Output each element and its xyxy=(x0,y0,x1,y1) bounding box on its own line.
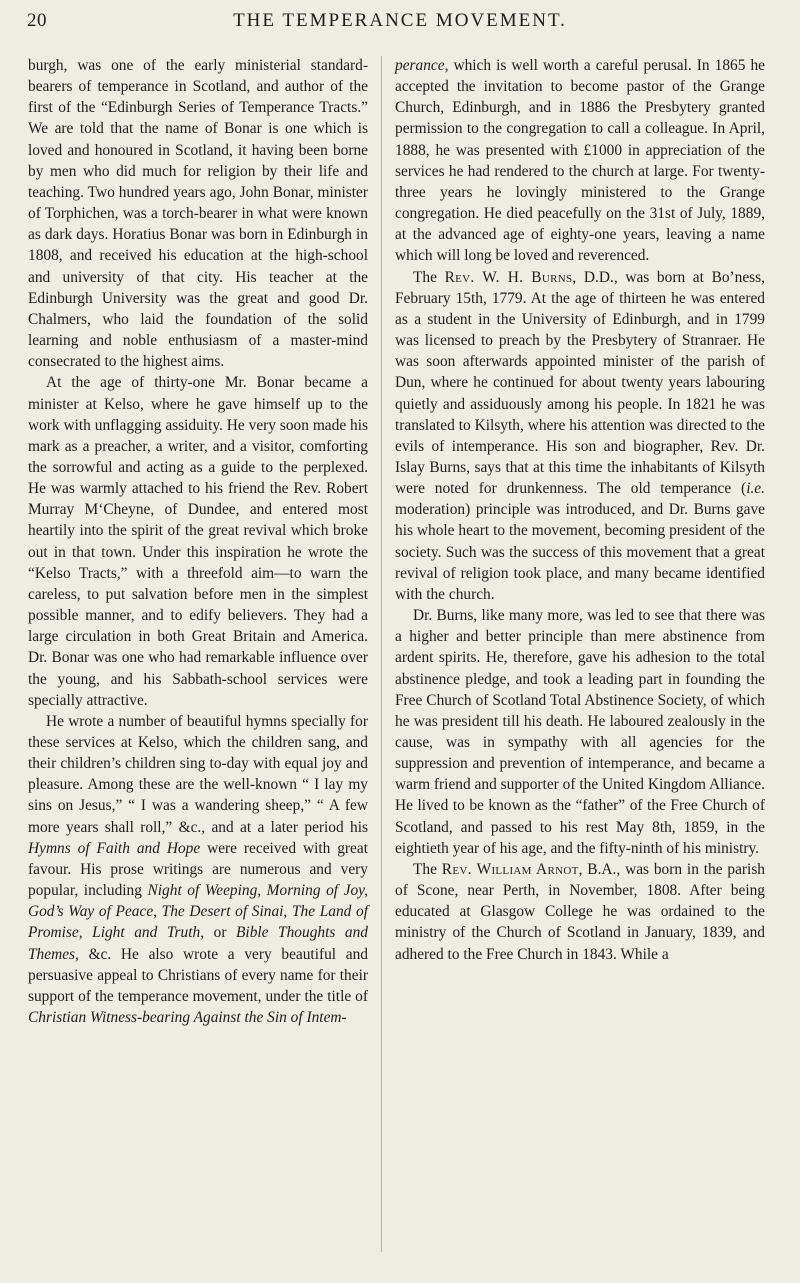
text-run: or xyxy=(204,924,237,942)
page-number: 20 xyxy=(27,10,47,31)
paragraph xyxy=(395,859,765,965)
column-divider xyxy=(381,56,382,1252)
text-run: , D.D., was born at Bo’ness, February 15th, 1779. At the age of thirteen he was entered as a student in the University of Edinburgh, and in 1799 was licensed to preach by the Presbytery of Stranraer. He was soon afterwards appointed minister of the parish of Dun, where he continued for about twenty years labouring quietly and assiduously among his people. In 1821 he was translated to Kilsyth, where his attention was directed to the evils of intemperance. His son and biographer, Rev. Dr. Islay Burns, says that at this time the inhabitants of Kilsyth were noted for drunkenness. The old temperance ( xyxy=(395,268,766,498)
text-run: , B.A., was born in the parish of Scone, near Perth, in November, 1808. After being educated at Glasgow College he was ordained to the ministry of the Church of Scotland in January, 1839, and adhered to the Free Church in 1843. While a xyxy=(395,860,765,963)
person-name: Rev. W. H. Burns xyxy=(444,268,573,286)
page-header xyxy=(0,6,800,36)
book-title: Night of Weeping, Morning of Joy, God’s Way of Peace, The Desert of Sinai, The Land of Promise, Light and Truth, xyxy=(28,882,368,942)
paragraph: At the age of thirty-one Mr. Bonar became a minister at Kelso, where he gave himself up to the work with unflagging assiduity. He very soon made his mark as a preacher, a writer, and a visitor, comforting the sorrowful and acting as a guide to the perplexed. He was warmly attached to his friend the Rev. Robert Murray M‘Cheyne, of Dundee, and entered most heartily into the spirit of the great revival which broke out in that town. Under this inspiration he wrote the “Kelso Tracts,” with a threefold aim—to warn the careless, to put salvation before men in the simplest possible manner, and to edify believers. They had a large circulation in both Great Britain and America. Dr. Bonar was one who had remarkable influence over the young, and his Sabbath-school services were specially attractive. xyxy=(28,374,368,709)
person-name: Rev. William Arnot xyxy=(441,860,579,878)
running-title: THE TEMPERANCE MOVEMENT. xyxy=(233,10,567,31)
text-run: moderation) principle was introduced, and Dr. Burns gave his whole heart to the movement, becoming president of the society. Such was the success of this movement that a great revival of religion took place, and many became identified with the church. xyxy=(395,501,765,603)
paragraph xyxy=(395,267,765,606)
text-run: The xyxy=(413,860,442,878)
book-title: perance, xyxy=(395,57,449,74)
left-column xyxy=(28,55,368,1028)
paragraph xyxy=(395,55,765,267)
book-title: Christian Witness-bearing Against the Sin of Intem- xyxy=(28,1009,347,1027)
text-run: which is well worth a careful perusal. In 1865 he accepted the invitation to become pastor of the Grange Church, Edinburgh, and in 1886 the Presbytery granted permission to the congregation to call a colleague. In April, 1888, he was presented with £1000 in appreciation of the services he had rendered to the church at large. For twenty-three years he lovingly ministered to the Grange congregation. He died peacefully on the 31st of July, 1889, at the advanced age of eighty-one years, leaving a name which will long be loved and reverenced. xyxy=(395,57,765,265)
paragraph: burgh, was one of the early ministerial standard-bearers of temperance in Scotland, and author of the first of the “Edinburgh Series of Temperance Tracts.” We are told that the name of Bonar is one which is loved and honoured in Scotland, it having been borne by men who did much for religion by their life and teaching. Two hundred years ago, John Bonar, minister of Torphichen, was a torch-bearer in what were known as dark days. Horatius Bonar was born in Edinburgh in 1808, and received his education at the high-school and university of that city. His teacher at the Edinburgh University was the great and good Dr. Chalmers, who laid the foundation of the solid learning and noble enthusiasm of a master-mind consecrated to the highest aims. xyxy=(28,57,368,371)
text-run: were received with great favour. His prose writings are numerous and very popular, including xyxy=(28,839,368,900)
paragraph: Dr. Burns, like many more, was led to see that there was a higher and better principle than mere abstinence from ardent spirits. He, therefore, gave his adhesion to the total abstinence pledge, and took a leading part in founding the Free Church of Scotland Total Abstinence Society, of which he was president till his death. He laboured zealously in the cause, was in sympathy with all agencies for the suppression and prevention of intemperance, and became a warm friend and supporter of the United Kingdom Alliance. He lived to be known as the “father” of the Free Church of Scotland, and passed to his rest May 8th, 1859, in the eightieth year of his age, and the fifty-ninth of his ministry. xyxy=(395,607,765,857)
text-run: He wrote a number of beautiful hymns specially for these services at Kelso, which the children sang, and their children’s children sing to-day with equal joy and pleasure. Among these are the well-known “ I lay my sins on Jesus,” “ I was a wandering sheep,” “ A few more years shall roll,” &c., and at a later period his xyxy=(28,712,368,836)
right-column xyxy=(395,55,765,965)
book-title: Bible Thoughts and Themes, xyxy=(28,924,369,963)
text-run: &c. He also wrote a very beautiful and persuasive appeal to Christians of every name for their support of the temperance movement, under the title of xyxy=(28,945,368,1005)
paragraph xyxy=(28,711,368,1028)
text-run: The xyxy=(413,268,445,286)
book-title: Hymns of Faith and Hope xyxy=(28,839,201,857)
abbreviation: i.e. xyxy=(746,480,765,498)
